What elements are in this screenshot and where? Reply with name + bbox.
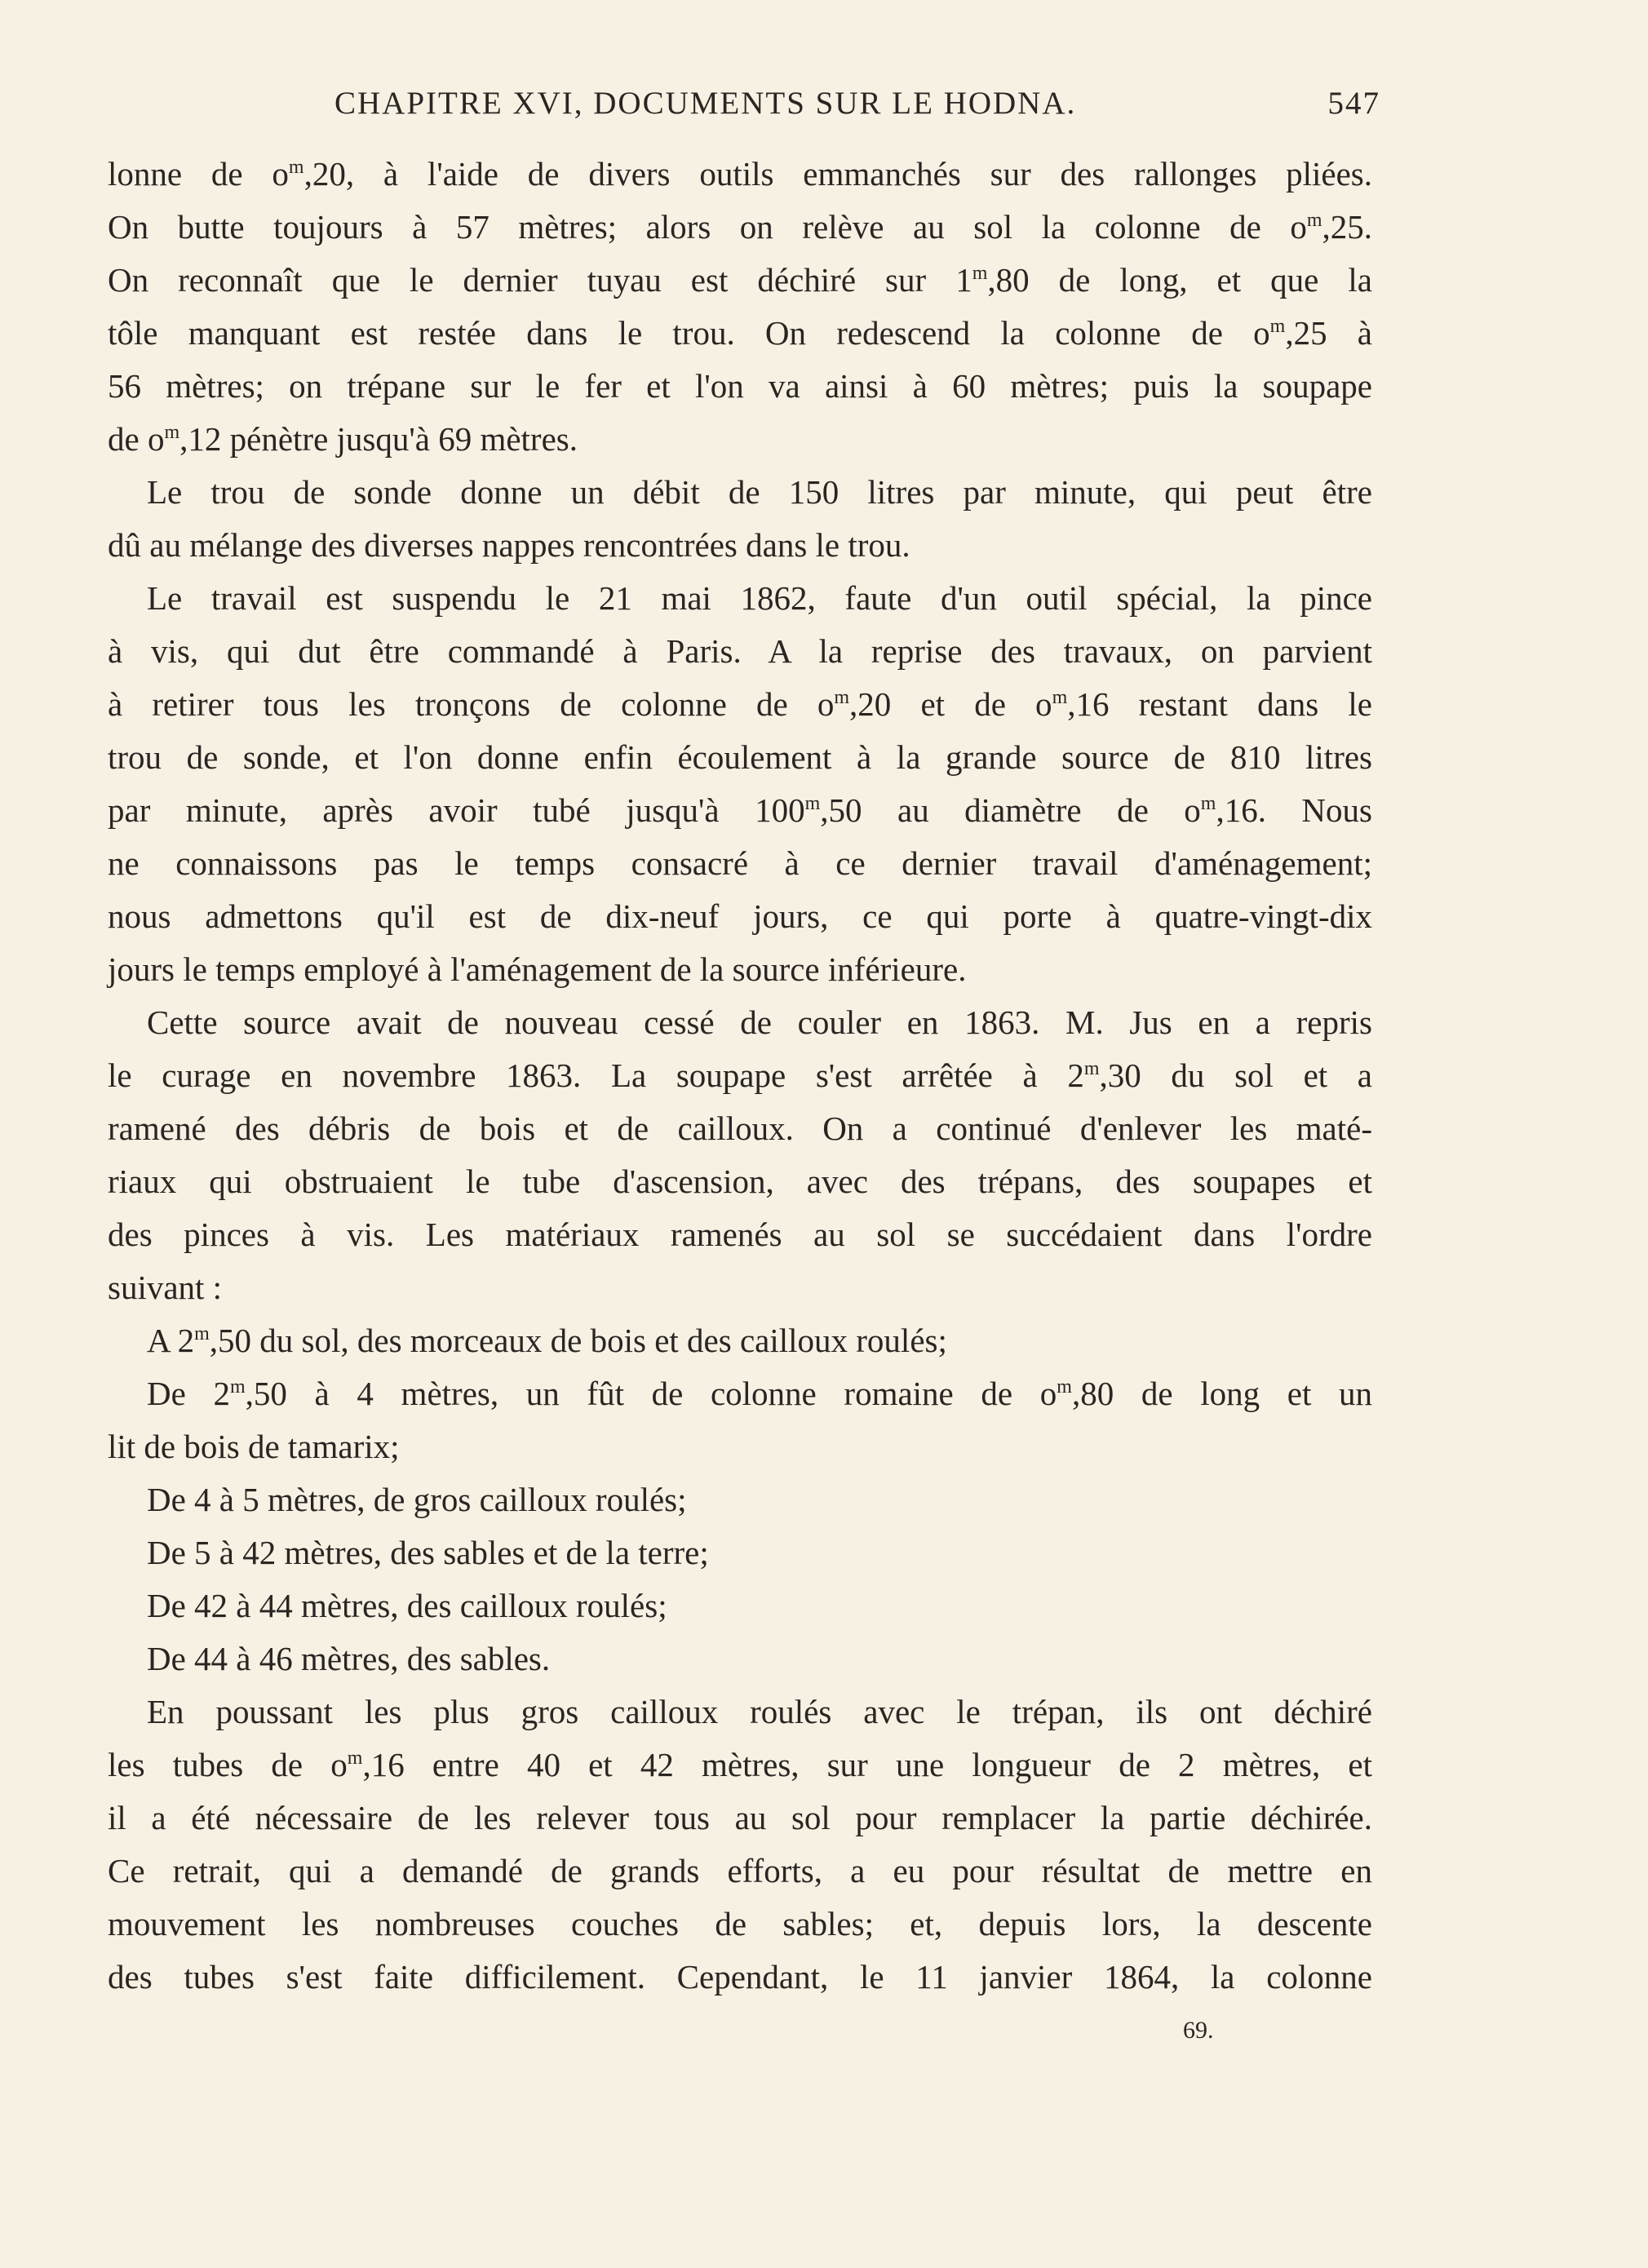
text-line: De 44 à 46 mètres, des sables. (147, 1640, 551, 1677)
text-line: ne connaissons pas le temps consacré à ce dernier travail d'aménagement; (108, 844, 1372, 882)
text-line: Cette source avait de nouveau cessé de couler en 1863. M. Jus en a repris (147, 1003, 1372, 1041)
running-header (334, 85, 1380, 131)
text-line: à retirer tous les tronçons de colonne de $o^m,20$ et de $o^m,16$ restant dans le (108, 685, 1372, 723)
text-line: lonne de $o^m,20$, à l'aide de divers outils emmanchés sur des rallonges pliées. (108, 155, 1372, 193)
text-line: dû au mélange des diverses nappes rencontrées dans le trou. (108, 526, 910, 564)
page-number: 547 (1327, 86, 1380, 121)
text-line: On butte toujours à 57 mètres; alors on relève au sol la colonne de $o^m,25$. (108, 208, 1372, 246)
text-line: des tubes s'est faite difficilement. Cependant, le 11 janvier 1864, la colonne (108, 1958, 1372, 1996)
text-line: 56 mètres; on trépane sur le fer et l'on va ainsi à 60 mètres; puis la soupape (108, 367, 1372, 405)
text-line: tôle manquant est restée dans le trou. On redescend la colonne de $o^m,25$ à (108, 314, 1372, 352)
text-line: Le travail est suspendu le 21 mai 1862, faute d'un outil spécial, la pince (147, 579, 1372, 617)
text-line: le curage en novembre 1863. La soupape s'est arrêtée à 2$^m$,30 du sol et a (108, 1056, 1372, 1094)
text-line: En poussant les plus gros cailloux roulés avec le trépan, ils ont déchiré (147, 1693, 1372, 1730)
text-line: A 2$^m$,50 du sol, des morceaux de bois et des cailloux roulés; (147, 1322, 947, 1359)
signature-mark: 69. (1183, 2017, 1214, 2044)
text-line: riaux qui obstruaient le tube d'ascension, avec des trépans, des soupapes et (108, 1163, 1372, 1200)
chapter-title: CHAPITRE XVI, DOCUMENTS SUR LE HODNA. (334, 86, 1077, 121)
text-line: De 42 à 44 mètres, des cailloux roulés; (147, 1587, 667, 1624)
text-line: ramené des débris de bois et de cailloux. On a continué d'enlever les maté- (108, 1110, 1372, 1147)
text-line: nous admettons qu'il est de dix-neuf jours, ce qui porte à quatre-vingt-dix (108, 897, 1372, 935)
text-line: jours le temps employé à l'aménagement de la source inférieure. (108, 950, 967, 988)
text-line: suivant : (108, 1269, 223, 1306)
text-line: à vis, qui dut être commandé à Paris. A la reprise des travaux, on parvient (108, 632, 1372, 670)
text-line: des pinces à vis. Les matériaux ramenés au sol se succédaient dans l'ordre (108, 1216, 1372, 1253)
text-line: trou de sonde, et l'on donne enfin écoulement à la grande source de 810 litres (108, 738, 1372, 776)
text-line: par minute, après avoir tubé jusqu'à 100$^m$,50 au diamètre de $o^m,16$. Nous (108, 791, 1372, 829)
text-line: de $o^m,12$ pénètre jusqu'à 69 mètres. (108, 420, 578, 458)
text-line: Le trou de sonde donne un débit de 150 litres par minute, qui peut être (147, 473, 1372, 511)
text-line: Ce retrait, qui a demandé de grands efforts, a eu pour résultat de mettre en (108, 1852, 1372, 1889)
text-line: il a été nécessaire de les relever tous au sol pour remplacer la partie déchirée. (108, 1799, 1372, 1836)
text-line: De 5 à 42 mètres, des sables et de la terre; (147, 1534, 709, 1571)
text-line: les tubes de $o^m,16$ entre 40 et 42 mètres, sur une longueur de 2 mètres, et (108, 1746, 1372, 1783)
text-line: lit de bois de tamarix; (108, 1428, 400, 1465)
text-line: De 4 à 5 mètres, de gros cailloux roulés; (147, 1481, 687, 1518)
text-line: mouvement les nombreuses couches de sables; et, depuis lors, la descente (108, 1905, 1372, 1942)
text-line: De 2$^m$,50 à 4 mètres, un fût de colonne romaine de $o^m,80$ de long et un (147, 1375, 1372, 1412)
text-line: On reconnaît que le dernier tuyau est déchiré sur 1$^m$,80 de long, et que la (108, 261, 1373, 299)
body-text (108, 148, 1372, 2004)
